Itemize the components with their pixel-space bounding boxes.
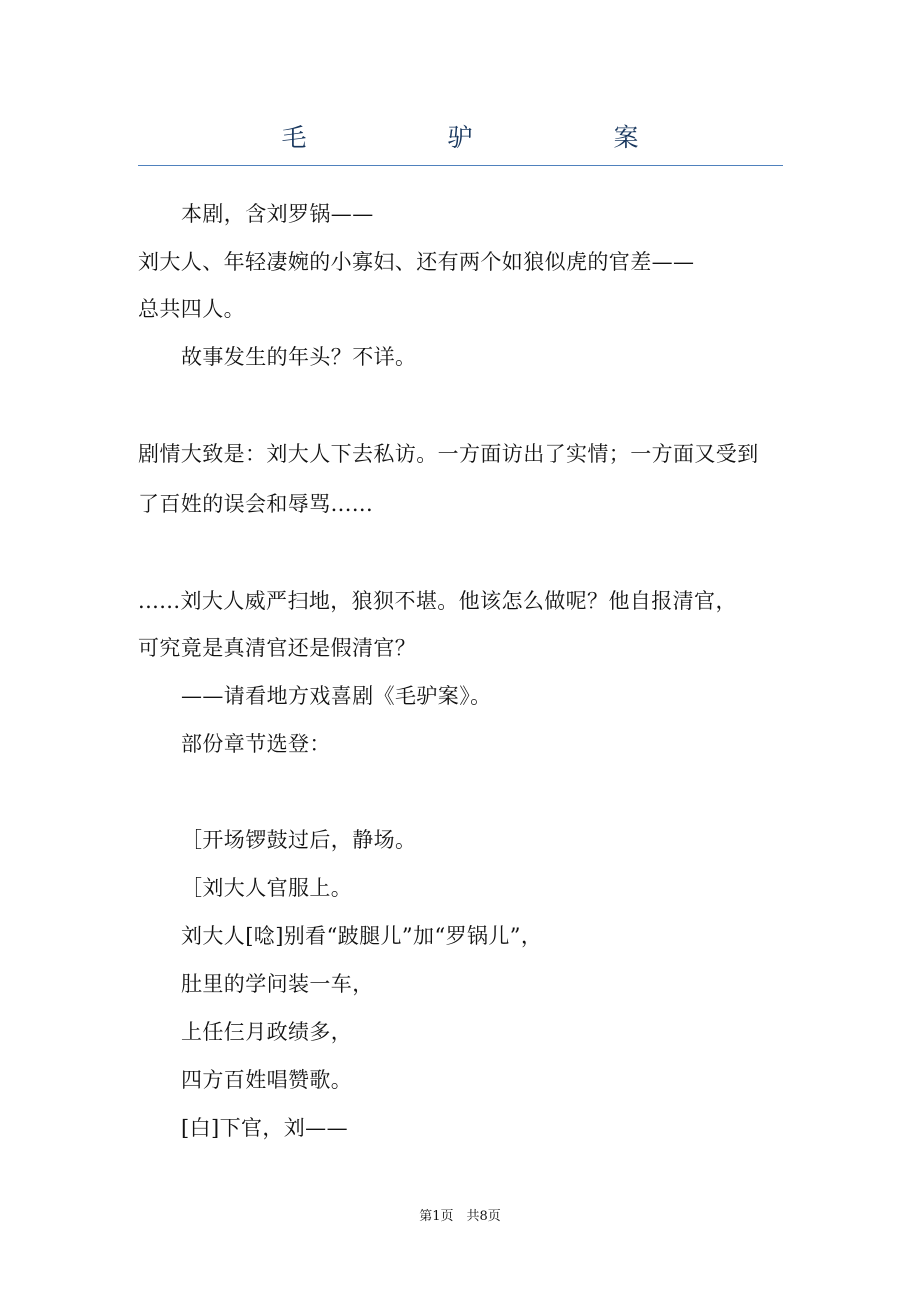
text-line: 部份章节选登：	[181, 732, 331, 756]
stage-direction: ［刘大人官服上。	[181, 876, 353, 900]
stage-direction: ［开场锣鼓过后，静场。	[181, 828, 417, 852]
text-line: 总共四人。	[138, 297, 245, 321]
dialogue-line: [白]下官，刘——	[181, 1116, 348, 1140]
dialogue-line: 刘大人[唸]别看“跛腿儿”加“罗锅儿”，	[181, 924, 543, 948]
title-underline	[138, 165, 783, 166]
dialogue-line: 肚里的学问装一车，	[181, 972, 374, 996]
text-line: ——请看地方戏喜剧《毛驴案》。	[181, 684, 492, 708]
text-line: 剧情大致是：刘大人下去私访。一方面访出了实情；一方面又受到	[138, 442, 759, 466]
dialogue-line: 上任仨月政绩多，	[181, 1020, 353, 1044]
dialogue-line: 四方百姓唱赞歌。	[181, 1068, 353, 1092]
text-line: 本剧，含刘罗锅——	[181, 202, 374, 226]
text-line: ......刘大人威严扫地，狼狈不堪。他该怎么做呢？他自报清官，	[138, 589, 737, 613]
text-line: 可究竟是真清官还是假清官？	[138, 636, 417, 660]
text-line: 故事发生的年头？不详。	[181, 345, 417, 369]
document-title: 毛 驴 案	[281, 123, 697, 152]
text-line: 了百姓的误会和辱骂......	[138, 492, 374, 516]
text-line: 刘大人、年轻凄婉的小寡妇、还有两个如狼似虎的官差——	[138, 250, 695, 274]
page-footer: 第1页 共8页	[419, 1209, 501, 1224]
